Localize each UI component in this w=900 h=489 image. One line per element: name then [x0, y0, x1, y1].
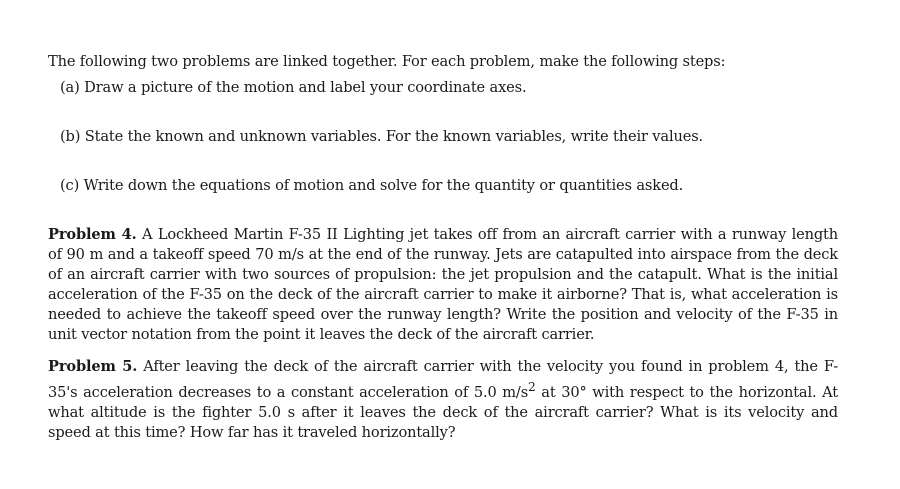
intro-paragraph: The following two problems are linked together. For each problem, make the following steps: — [48, 53, 726, 70]
problem-text-part-2: at 30° with respect to the horizontal. At what altitude is the fighter 5.0 s after it leaves the deck of the aircraft carrier? What is its velocity and speed at this time? How far has it traveled horizontally? — [48, 383, 838, 441]
problem-text-part-1: After leaving the deck of the aircraft carrier with the velocity you found in problem 4, the F-35's acceleration decreases to a constant acceleration of 5.0 m/s — [48, 358, 838, 401]
step-label: (c) — [60, 177, 80, 194]
exponent: 2 — [528, 380, 536, 394]
step-b — [48, 127, 838, 147]
step-text: Draw a picture of the motion and label your coordinate axes. — [84, 79, 527, 96]
document-page — [48, 52, 838, 443]
problem-label: Problem 5. — [48, 358, 138, 375]
step-text: Write down the equations of motion and solve for the quantity or quantities asked. — [83, 177, 684, 194]
step-c — [48, 176, 838, 196]
step-label: (b) — [60, 128, 81, 145]
problem-text: A Lockheed Martin F-35 II Lighting jet takes off from an aircraft carrier with a runway length of 90 m and a takeoff speed 70 m/s at the end of the runway. Jets are catapulted into airspace from the deck of an aircraft carrier with two sources of propulsion: the jet propulsion and the catapult. What is the initial acceleration of the F-35 on the deck of the aircraft carrier to make it airborne? That is, what acceleration is needed to achieve the takeoff speed over the runway length? Write the position and velocity of the F-35 in unit vector notation from the point it leaves the deck of the aircraft carrier. — [48, 226, 838, 343]
step-a — [48, 78, 838, 98]
problem-4 — [48, 225, 838, 345]
step-text: State the known and unknown variables. For the known variables, write their values. — [84, 128, 704, 145]
problem-5 — [48, 357, 838, 443]
step-label: (a) — [60, 79, 80, 96]
problem-label: Problem 4. — [48, 226, 137, 243]
